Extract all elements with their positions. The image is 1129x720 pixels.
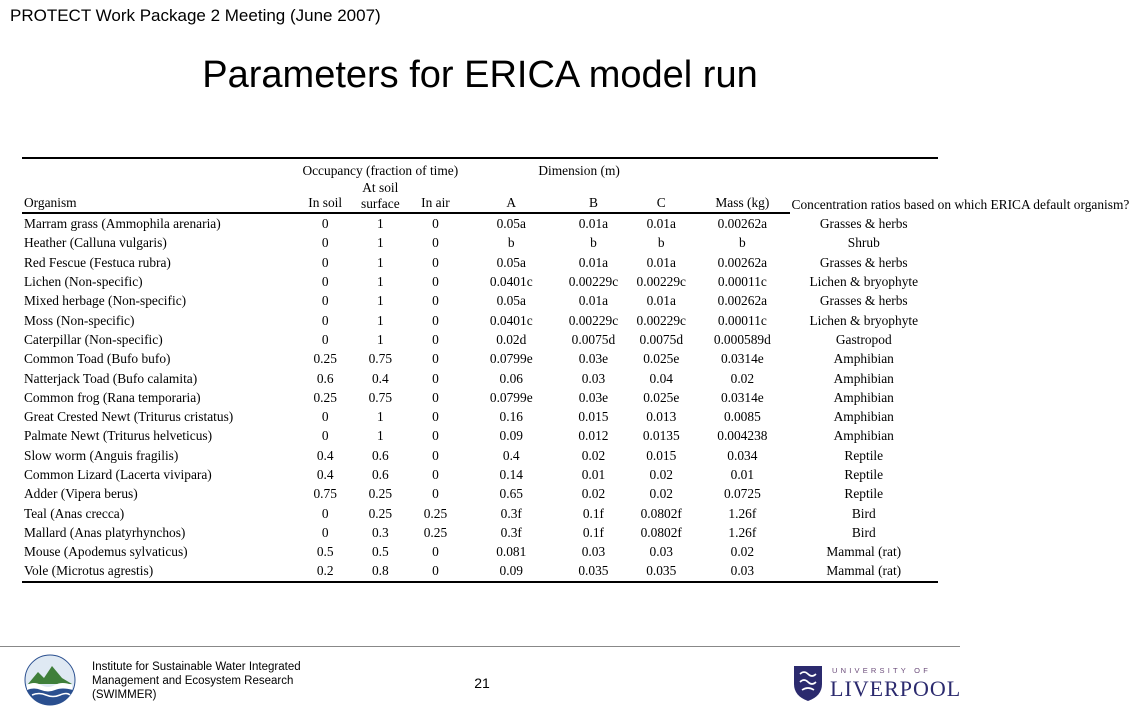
cell-b: 0.1f bbox=[582, 524, 605, 540]
cell-a: 0.09 bbox=[463, 561, 559, 581]
cell-mass: 0.0085 bbox=[723, 409, 761, 425]
cell-b: 0.00229c bbox=[568, 312, 619, 328]
cell-in-soil: 0 bbox=[321, 274, 329, 290]
cell-in-soil: 0 bbox=[321, 235, 329, 251]
concentration-ratio-header: Concentration ratios based on which ERICA default organism? bbox=[790, 158, 938, 213]
cell-at-soil-surface: 1 bbox=[376, 331, 384, 347]
cell-in-air: 0 bbox=[432, 254, 439, 270]
cell-b: 0.03e bbox=[578, 351, 609, 367]
cell-at-soil-surface: 0.6 bbox=[371, 447, 389, 463]
cell-in-soil: 0.6 bbox=[316, 370, 334, 386]
cell-c: 0.035 bbox=[627, 561, 695, 581]
cell-c: 0.01a bbox=[646, 293, 676, 309]
column-header-a: A bbox=[463, 180, 559, 213]
cell-organism: Palmate Newt (Triturus helveticus) bbox=[24, 428, 213, 444]
cell-at-soil-surface: 0.4 bbox=[371, 370, 389, 386]
cell-mass: 0.02 bbox=[730, 544, 755, 560]
cell-c: 0.0802f bbox=[640, 505, 682, 521]
cell-a: 0.05a bbox=[496, 293, 526, 309]
cell-in-soil: 0.25 bbox=[313, 351, 337, 367]
cell-a: 0.16 bbox=[499, 409, 523, 425]
cell-mass: 0.00262a bbox=[717, 254, 768, 270]
cell-a: 0.0401c bbox=[489, 312, 533, 328]
cell-a: 0.0799e bbox=[489, 351, 533, 367]
cell-in-soil: 0.5 bbox=[316, 544, 334, 560]
cell-concentration-ratio: Grasses & herbs bbox=[819, 254, 908, 270]
cell-b: 0.02 bbox=[581, 447, 606, 463]
cell-mass: 0.0314e bbox=[720, 389, 764, 405]
table-row bbox=[22, 253, 938, 272]
cell-concentration-ratio: Mammal (rat) bbox=[790, 561, 938, 581]
cell-c: 0.02 bbox=[649, 467, 673, 482]
cell-c: 0.013 bbox=[646, 409, 677, 425]
cell-a: 0.05a bbox=[496, 254, 526, 270]
table-row bbox=[22, 330, 938, 349]
cell-organism: Natterjack Toad (Bufo calamita) bbox=[24, 370, 198, 386]
cell-in-air: 0 bbox=[432, 428, 439, 444]
cell-in-air: 0 bbox=[432, 293, 439, 309]
cell-c: 0.025e bbox=[643, 351, 680, 367]
cell-mass: 1.26f bbox=[728, 505, 757, 521]
cell-in-soil: 0 bbox=[321, 254, 329, 270]
cell-mass: 0.01 bbox=[730, 467, 755, 482]
cell-in-soil: 0 bbox=[321, 312, 329, 328]
cell-in-soil: 0 bbox=[321, 428, 329, 444]
cell-in-air: 0 bbox=[432, 467, 439, 482]
cell-at-soil-surface: 0.75 bbox=[368, 351, 393, 367]
header-blank bbox=[22, 158, 298, 180]
cell-a: 0.14 bbox=[499, 467, 523, 482]
cell-a: 0.3f bbox=[500, 505, 522, 521]
cell-b: 0.1f bbox=[582, 505, 605, 521]
cell-at-soil-surface: 0.6 bbox=[371, 467, 389, 482]
cell-in-soil: 0 bbox=[321, 293, 329, 309]
table-row bbox=[22, 465, 938, 484]
cell-mass: 0.03 bbox=[695, 561, 789, 581]
cell-in-air: 0 bbox=[432, 274, 439, 290]
cell-a: 0.3f bbox=[500, 524, 522, 540]
table-row bbox=[22, 388, 938, 407]
cell-in-soil: 0.2 bbox=[298, 561, 353, 581]
header-blank-mass bbox=[695, 158, 789, 180]
cell-concentration-ratio: Amphibian bbox=[833, 370, 894, 386]
cell-concentration-ratio: Amphibian bbox=[833, 409, 894, 425]
cell-in-soil: 0.25 bbox=[313, 389, 337, 405]
cell-in-air: 0 bbox=[432, 331, 439, 347]
cell-concentration-ratio: Grasses & herbs bbox=[819, 215, 908, 231]
cell-at-soil-surface: 1 bbox=[376, 216, 384, 232]
cell-in-air: 0 bbox=[432, 544, 439, 560]
cell-b: 0.01a bbox=[578, 254, 609, 270]
cell-mass: 1.26f bbox=[728, 524, 757, 540]
column-header-in-air: In air bbox=[408, 180, 463, 213]
table-row bbox=[22, 368, 938, 387]
table-row bbox=[22, 233, 938, 252]
cell-mass: 0.000589d bbox=[713, 331, 771, 347]
cell-concentration-ratio: Bird bbox=[851, 524, 876, 540]
cell-b: 0.012 bbox=[578, 428, 609, 444]
cell-organism: Common Toad (Bufo bufo) bbox=[24, 351, 171, 367]
cell-c: 0.00229c bbox=[636, 312, 686, 328]
table-row bbox=[22, 523, 938, 542]
cell-mass: 0.00262a bbox=[717, 216, 768, 232]
parameters-table-container bbox=[22, 157, 1129, 583]
cell-concentration-ratio: Gastropod bbox=[835, 331, 892, 347]
cell-c: 0.00229c bbox=[636, 274, 686, 290]
cell-in-air: 0 bbox=[432, 389, 439, 405]
cell-b: 0.02 bbox=[581, 486, 606, 502]
cell-organism: Mixed herbage (Non-specific) bbox=[24, 293, 187, 309]
cell-organism: Lichen (Non-specific) bbox=[24, 274, 143, 290]
cell-in-soil: 0.4 bbox=[316, 467, 334, 482]
cell-at-soil-surface: 0.5 bbox=[371, 544, 389, 560]
cell-at-soil-surface: 0.3 bbox=[371, 524, 389, 540]
cell-a: 0.05a bbox=[496, 216, 526, 232]
cell-b: 0.035 bbox=[560, 561, 628, 581]
cell-organism: Great Crested Newt (Triturus cristatus) bbox=[24, 409, 234, 425]
cell-at-soil-surface: 0.75 bbox=[368, 389, 393, 405]
cell-at-soil-surface: 1 bbox=[376, 254, 384, 270]
page-number: 21 bbox=[474, 675, 490, 691]
liverpool-wordmark: LIVERPOOL bbox=[830, 676, 962, 701]
cell-c: 0.0802f bbox=[640, 524, 682, 540]
cell-concentration-ratio: Amphibian bbox=[833, 428, 894, 444]
table-row bbox=[22, 407, 938, 426]
cell-organism: Mouse (Apodemus sylvaticus) bbox=[24, 544, 188, 560]
cell-in-soil: 0.4 bbox=[316, 447, 334, 463]
cell-mass: 0.02 bbox=[730, 370, 755, 386]
cell-a: 0.4 bbox=[502, 447, 520, 463]
cell-organism: Common frog (Rana temporaria) bbox=[24, 389, 201, 405]
cell-concentration-ratio: Bird bbox=[851, 505, 876, 521]
cell-b: 0.03 bbox=[581, 544, 606, 560]
table-row bbox=[22, 213, 938, 233]
cell-organism: Teal (Anas crecca) bbox=[24, 505, 125, 521]
cell-at-soil-surface: 1 bbox=[376, 274, 384, 290]
meeting-header: PROTECT Work Package 2 Meeting (June 2007) bbox=[10, 6, 381, 25]
cell-in-air: 0 bbox=[432, 235, 439, 251]
cell-in-air: 0 bbox=[432, 351, 439, 367]
table-row bbox=[22, 291, 938, 310]
cell-b: 0.01a bbox=[578, 293, 609, 309]
cell-b: 0.03 bbox=[581, 370, 606, 386]
cell-concentration-ratio: Mammal (rat) bbox=[826, 544, 902, 560]
cell-a: 0.65 bbox=[499, 486, 523, 502]
cell-concentration-ratio: Amphibian bbox=[833, 351, 894, 367]
cell-mass: 0.034 bbox=[727, 447, 758, 463]
column-header-c: C bbox=[627, 180, 695, 213]
cell-mass: 0.00262a bbox=[717, 293, 768, 309]
cell-at-soil-surface: 1 bbox=[376, 428, 384, 444]
column-header-mass: Mass (kg) bbox=[695, 180, 789, 213]
cell-a: 0.081 bbox=[496, 544, 527, 560]
cell-concentration-ratio: Lichen & bryophyte bbox=[809, 312, 919, 328]
table-row bbox=[22, 542, 938, 561]
cell-concentration-ratio: Reptile bbox=[844, 467, 884, 482]
cell-mass: 0.0725 bbox=[723, 486, 761, 502]
cell-b: 0.01 bbox=[581, 467, 606, 482]
column-header-organism: Organism bbox=[22, 180, 298, 213]
cell-at-soil-surface: 1 bbox=[376, 235, 384, 251]
cell-a: 0.0401c bbox=[489, 274, 533, 290]
table-body bbox=[22, 213, 938, 582]
cell-b: 0.00229c bbox=[568, 274, 619, 290]
cell-at-soil-surface: 1 bbox=[376, 293, 384, 309]
cell-a: b bbox=[507, 235, 515, 251]
cell-in-soil: 0 bbox=[321, 216, 329, 232]
swimmer-logo-icon bbox=[24, 654, 76, 706]
cell-at-soil-surface: 1 bbox=[376, 312, 384, 328]
table-row bbox=[22, 561, 938, 581]
column-header-b: B bbox=[560, 180, 628, 213]
cell-organism: Marram grass (Ammophila arenaria) bbox=[24, 216, 221, 232]
cell-b: 0.015 bbox=[578, 409, 609, 425]
cell-concentration-ratio: Reptile bbox=[844, 447, 884, 463]
cell-mass: 0.0314e bbox=[720, 351, 764, 367]
slide-title: Parameters for ERICA model run bbox=[202, 54, 758, 96]
cell-concentration-ratio: Amphibian bbox=[833, 389, 894, 405]
cell-concentration-ratio: Reptile bbox=[844, 486, 884, 502]
cell-in-soil: 0 bbox=[321, 505, 329, 521]
table-row bbox=[22, 484, 938, 503]
cell-at-soil-surface: 0.8 bbox=[353, 561, 408, 581]
cell-in-air: 0 bbox=[432, 370, 439, 386]
cell-concentration-ratio: Lichen & bryophyte bbox=[809, 274, 919, 290]
cell-a: 0.0799e bbox=[489, 389, 533, 405]
institute-name: Institute for Sustainable Water Integrated Management and Ecosystem Research (SWIMMER) bbox=[92, 661, 301, 701]
cell-concentration-ratio: Shrub bbox=[847, 235, 880, 251]
cell-c: 0.01a bbox=[646, 216, 676, 232]
cell-in-air: 0 bbox=[432, 312, 439, 328]
parameters-table bbox=[22, 157, 1129, 583]
table-row bbox=[22, 503, 938, 522]
cell-at-soil-surface: 1 bbox=[376, 409, 384, 425]
table-row bbox=[22, 272, 938, 291]
cell-mass: 0.004238 bbox=[717, 428, 768, 444]
cell-c: 0.0135 bbox=[642, 428, 680, 444]
cell-at-soil-surface: 0.25 bbox=[368, 486, 393, 502]
cell-c: 0.015 bbox=[646, 447, 677, 463]
cell-organism: Mallard (Anas platyrhynchos) bbox=[24, 524, 186, 540]
cell-b: 0.0075d bbox=[571, 331, 616, 347]
table-row bbox=[22, 446, 938, 465]
cell-organism: Adder (Vipera berus) bbox=[24, 486, 138, 502]
cell-c: 0.0075d bbox=[639, 331, 684, 347]
table-row bbox=[22, 310, 938, 329]
cell-c: 0.04 bbox=[649, 370, 673, 386]
cell-b: 0.03e bbox=[578, 389, 609, 405]
cell-in-air: 0 bbox=[432, 409, 439, 425]
university-of-label: UNIVERSITY OF bbox=[832, 666, 931, 675]
cell-b: 0.01a bbox=[578, 216, 609, 232]
cell-in-soil: 0 bbox=[321, 331, 329, 347]
cell-mass: b bbox=[739, 235, 746, 251]
cell-c: 0.02 bbox=[649, 486, 673, 502]
cell-at-soil-surface: 0.25 bbox=[368, 505, 393, 521]
cell-mass: 0.00011c bbox=[717, 312, 767, 328]
column-header-at-soil-surface: At soil surface bbox=[353, 180, 408, 213]
cell-a: 0.02d bbox=[496, 331, 527, 347]
cell-a: 0.09 bbox=[499, 428, 523, 444]
cell-b: b bbox=[590, 235, 597, 251]
footer-divider bbox=[0, 646, 960, 647]
cell-c: 0.01a bbox=[646, 254, 676, 270]
cell-in-air: 0.25 bbox=[423, 505, 448, 521]
cell-in-air: 0 bbox=[432, 486, 439, 502]
cell-in-soil: 0 bbox=[321, 524, 329, 540]
cell-organism: Common Lizard (Lacerta vivipara) bbox=[24, 467, 212, 482]
cell-c: b bbox=[657, 235, 665, 251]
table-row bbox=[22, 426, 938, 445]
cell-organism: Heather (Calluna vulgaris) bbox=[24, 235, 167, 251]
cell-mass: 0.00011c bbox=[717, 274, 767, 290]
cell-organism: Moss (Non-specific) bbox=[24, 312, 135, 328]
cell-in-soil: 0.75 bbox=[313, 486, 337, 502]
cell-organism: Red Fescue (Festuca rubra) bbox=[24, 254, 171, 270]
cell-organism: Vole (Microtus agrestis) bbox=[22, 561, 298, 581]
cell-c: 0.025e bbox=[643, 389, 680, 405]
column-header-in-soil: In soil bbox=[298, 180, 353, 213]
cell-a: 0.06 bbox=[499, 370, 523, 386]
cell-in-air: 0 bbox=[408, 561, 463, 581]
cell-in-air: 0.25 bbox=[423, 524, 448, 540]
cell-organism: Caterpillar (Non-specific) bbox=[24, 331, 163, 347]
cell-in-air: 0 bbox=[432, 216, 439, 232]
table-row bbox=[22, 349, 938, 368]
cell-concentration-ratio: Grasses & herbs bbox=[819, 293, 908, 309]
cell-organism: Slow worm (Anguis fragilis) bbox=[24, 447, 179, 463]
cell-in-air: 0 bbox=[432, 447, 439, 463]
cell-in-soil: 0 bbox=[321, 409, 329, 425]
occupancy-group-header: Occupancy (fraction of time) bbox=[298, 158, 463, 180]
dimension-group-header: Dimension (m) bbox=[463, 158, 695, 180]
cell-c: 0.03 bbox=[649, 544, 673, 560]
